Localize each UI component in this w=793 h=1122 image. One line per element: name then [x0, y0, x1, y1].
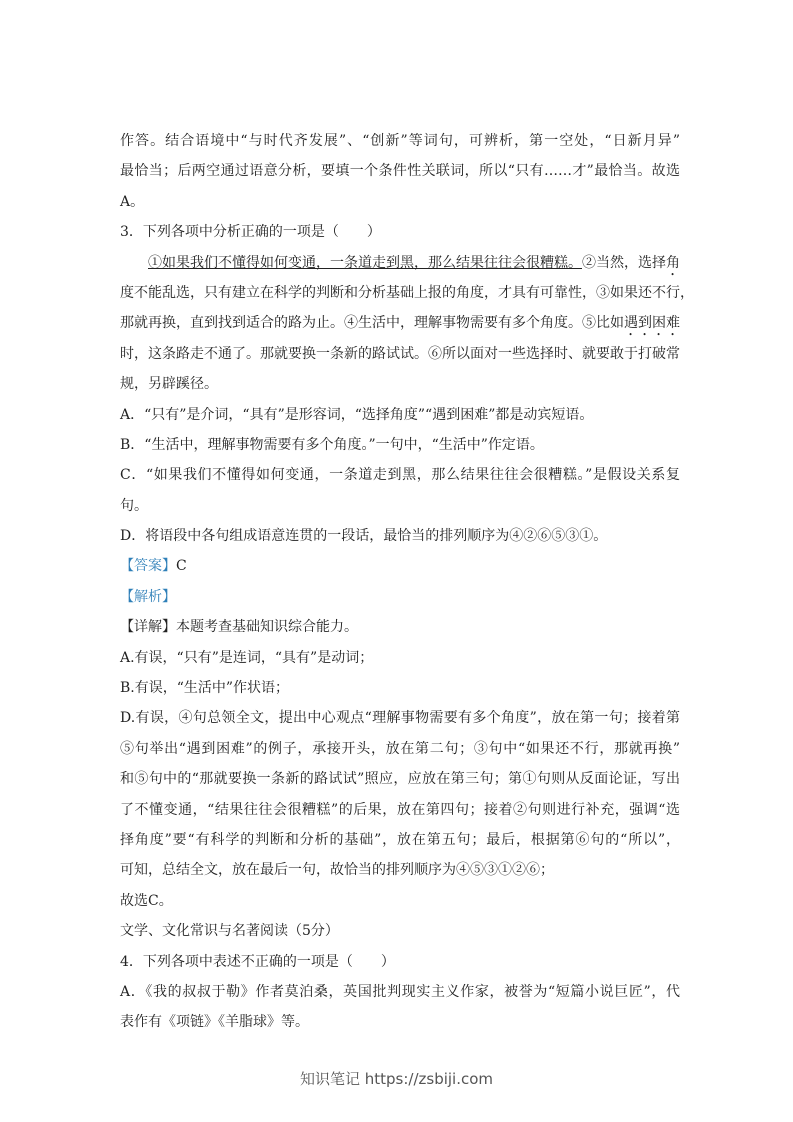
option-a-cont: 表作有《项链》《羊脂球》等。: [120, 1014, 309, 1031]
passage-text: 那就再换，直到找到适合的路为止。④生活中，理解事物需要有多个角度。⑤比如: [120, 315, 624, 332]
detail-line: D.有误，④句总领全文，提出中心观点“理解事物需要有多个角度”，放在第一句；接着第: [120, 710, 680, 727]
answer-label: 【答案】: [120, 558, 176, 575]
text-line: A。: [120, 193, 145, 210]
passage-text: ②当然，选择: [582, 254, 666, 271]
analysis-label: 【解析】: [120, 588, 176, 605]
document-body: [120, 126, 694, 1038]
passage-line: 规，另辟蹊径。: [120, 376, 218, 393]
option-d: D．将语段中各句组成语意连贯的一段话，最恰当的排列顺序为④②⑥⑤③①。: [120, 528, 608, 545]
detail-line: 和⑤句中的“那就要换一条新的路试试”照应，应放在第三句；第①句则从反面论证，写出: [120, 771, 680, 788]
detail-line: 【详解】本题考查基础知识综合能力。: [120, 619, 358, 636]
passage-line: 度不能乱选，只有建立在科学的判断和分析基础上报的角度，才具有可靠性，③如果还不行，: [120, 284, 694, 301]
detail-line: 择角度”要“有科学的判断和分析的基础”，放在第五句；最后，根据第⑥句的“所以”，: [120, 831, 680, 848]
passage-line: 时，这条路走不通了。那就要换一条新的路试试。⑥所以面对一些选择时、就要敢于打破常: [120, 345, 680, 362]
option-a: A．“只有”是介词，“具有”是形容词，“选择角度”“遇到困难”都是动宾短语。: [120, 406, 594, 423]
underlined-sentence: ①如果我们不懂得如何变通，一条道走到黑，那么结果往往会很糟糕。: [148, 254, 582, 271]
detail-line: A.有误，“只有”是连词，“具有”是动词；: [120, 649, 374, 666]
option-c-cont: 句。: [120, 497, 148, 514]
text-line: 最恰当；后两空通过语意分析，要填一个条件性关联词，所以“只有……才”最恰当。故选: [120, 163, 680, 180]
detail-line: 了不懂变通，“结果往往会很糟糕”的后果，放在第四句；接着②句则进行补充，强调“选: [120, 801, 680, 818]
answer-value: C: [176, 558, 187, 575]
option-a: A．《我的叔叔于勒》作者莫泊桑，英国批判现实主义作家，被誉为“短篇小说巨匠”，代: [120, 983, 680, 1000]
option-c: C．“如果我们不懂得如何变通，一条道走到黑，那么结果往往会很糟糕。”是假设关系复: [120, 467, 680, 484]
text-line: 作答。结合语境中“与时代齐发展”、“创新”等词句，可辨析，第一空处，“日新月异”: [120, 133, 680, 149]
footer-watermark: 知识笔记 https://zsbiji.com: [299, 1070, 494, 1088]
question-4-stem: 4．下列各项中表述不正确的一项是（ ）: [120, 953, 395, 970]
passage-line: [120, 248, 680, 278]
answer-line: [120, 551, 680, 581]
detail-line: B.有误，“生活中”作状语；: [120, 680, 290, 697]
detail-line: ⑤句举出“遇到困难”的例子，承接开头，放在第二句；③句中“如果还不行，那就再换”: [120, 740, 680, 757]
dotted-word: 遇到困难: [624, 315, 680, 332]
dotted-word: 角: [666, 254, 680, 271]
question-3-stem: 3．下列各项中分析正确的一项是（ ）: [120, 224, 381, 241]
option-b: B．“生活中，理解事物需要有多个角度。”一句中，“生活中”作定语。: [120, 436, 544, 453]
detail-line: 故选C。: [120, 892, 173, 909]
detail-line: 可知，总结全文，放在最后一句，故恰当的排列顺序为④⑤③①②⑥；: [120, 862, 554, 879]
section-heading: 文学、文化常识与名著阅读（5分）: [120, 923, 339, 940]
passage-line: [120, 308, 680, 338]
